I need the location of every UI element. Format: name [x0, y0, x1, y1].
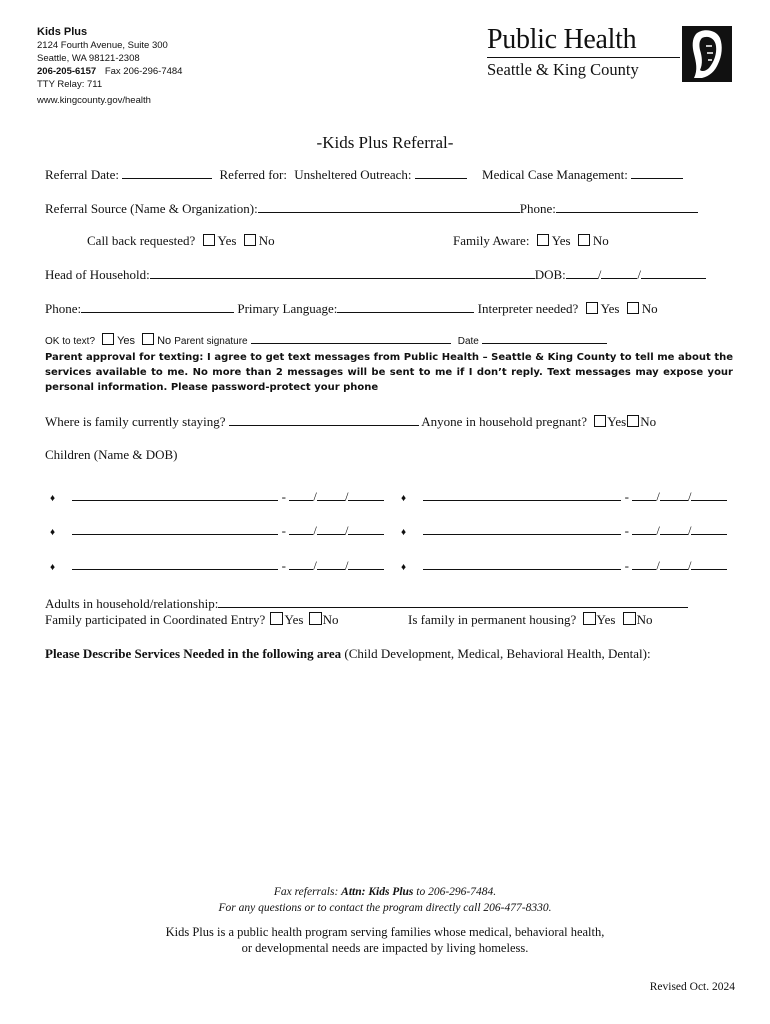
permanent-housing-row — [408, 612, 653, 628]
interpreter-yes-checkbox[interactable] — [586, 302, 598, 314]
ok-text-no-label: No — [157, 335, 172, 347]
parent-signature-label: Parent signature — [174, 336, 248, 347]
family-aware-yes-checkbox[interactable] — [537, 234, 549, 246]
child-dob-slash: / — [656, 523, 660, 538]
child-dob-slash: / — [313, 489, 317, 504]
dob-year-field[interactable] — [641, 266, 706, 279]
child-dob-slash: / — [344, 523, 349, 538]
child-dob-month-field[interactable] — [289, 557, 313, 570]
ok-to-text-label: OK to text? — [45, 336, 96, 347]
dob-label: DOB: — [534, 267, 566, 282]
permanent-housing-yes-label: Yes — [596, 612, 616, 627]
child-dob-slash: / — [344, 489, 349, 504]
child-name-field[interactable] — [423, 522, 621, 535]
ok-text-yes-checkbox[interactable] — [102, 333, 114, 345]
child-dob-day-field[interactable] — [660, 488, 688, 501]
mlk-portrait-icon — [682, 26, 732, 82]
coordinated-entry-label: Family participated in Coordinated Entry? — [45, 612, 266, 627]
child-dob-year-field[interactable] — [691, 557, 727, 570]
fax-referrals-prefix: Fax referrals: — [273, 886, 342, 898]
primary-language-field[interactable] — [337, 300, 474, 313]
public-health-logo — [487, 26, 737, 82]
permanent-housing-no-checkbox[interactable] — [623, 612, 636, 625]
child-name-field[interactable] — [423, 488, 621, 501]
child-entry-row: ♦ - / / — [401, 488, 727, 505]
head-household-row — [45, 266, 706, 283]
call-back-row — [87, 233, 275, 249]
org-fax: Fax 206-296-7484 — [104, 66, 183, 77]
referral-source-label: Referral Source (Name & Organization): — [45, 201, 258, 216]
dob-slash: / — [597, 267, 602, 282]
org-address-line2: Seattle, WA 98121-2308 — [37, 53, 140, 64]
child-dob-slash: / — [687, 558, 692, 573]
referral-source-row — [45, 200, 698, 217]
child-dob-month-field[interactable] — [289, 522, 313, 535]
questions-line: For any questions or to contact the program directly call 206-477-8330. — [218, 902, 552, 914]
org-address-line1: 2124 Fourth Avenue, Suite 300 — [37, 40, 168, 51]
dob-slash: / — [637, 267, 642, 282]
dob-day-field[interactable] — [601, 266, 637, 279]
child-dob-slash: / — [344, 558, 349, 573]
logo-rule — [487, 57, 680, 58]
org-phone-fax — [37, 65, 182, 78]
pregnant-yes-checkbox[interactable] — [594, 415, 606, 427]
fax-referrals-attn: Attn: Kids Plus — [341, 886, 414, 898]
child-entry-row: ♦ - / / — [50, 522, 384, 539]
where-staying-field[interactable] — [229, 413, 419, 426]
coordinated-entry-no-label: No — [322, 612, 339, 627]
head-household-field[interactable] — [150, 266, 535, 279]
referred-for-label: Referred for: — [219, 167, 287, 182]
child-dob-day-field[interactable] — [660, 522, 688, 535]
child-entry-row: ♦ - / / — [50, 557, 384, 574]
primary-language-label: Primary Language: — [237, 301, 338, 316]
child-entry-row: ♦ - / / — [50, 488, 384, 505]
child-dob-month-field[interactable] — [289, 488, 313, 501]
ok-text-yes-label: Yes — [117, 335, 136, 347]
child-name-field[interactable] — [423, 557, 621, 570]
describe-services-areas: (Child Development, Medical, Behavioral Health, Dental): — [344, 646, 651, 661]
revised-date: Revised Oct. 2024 — [649, 981, 735, 993]
services-needed-area[interactable] — [45, 668, 733, 868]
call-back-yes-label: Yes — [217, 233, 237, 248]
family-aware-label: Family Aware: — [453, 233, 530, 248]
referral-date-label: Referral Date: — [45, 167, 119, 182]
permanent-housing-label: Is family in permanent housing? — [408, 612, 577, 627]
child-dob-slash: / — [656, 489, 660, 504]
child-name-field[interactable] — [72, 522, 278, 535]
bullet-icon: ♦ — [50, 493, 56, 504]
coordinated-entry-yes-checkbox[interactable] — [270, 612, 283, 625]
adults-row — [45, 595, 688, 612]
coordinated-entry-no-checkbox[interactable] — [309, 612, 322, 625]
fax-referrals-number: to 206-296-7484. — [413, 886, 497, 898]
texting-approval-text: Parent approval for texting: I agree to get text messages from Public Health – Seattle & King County to tell me about the services available to me. No more than 2 messages will be sent to me if I don’t reply. Text messages may expose your personal information. Please password-protect your phone — [45, 352, 733, 393]
bullet-icon: ♦ — [50, 527, 56, 538]
adults-field[interactable] — [218, 595, 688, 608]
child-dob-month-field[interactable] — [632, 557, 656, 570]
child-dob-slash: / — [313, 523, 317, 538]
interpreter-no-checkbox[interactable] — [627, 302, 639, 314]
child-dob-year-field[interactable] — [348, 488, 384, 501]
unsheltered-label: Unsheltered Outreach: — [294, 167, 412, 182]
phone-language-row — [45, 300, 658, 317]
child-dob-day-field[interactable] — [317, 488, 345, 501]
logo-line2: Seattle & King County — [487, 60, 639, 79]
call-back-no-label: No — [258, 233, 275, 248]
bullet-icon: ♦ — [401, 493, 407, 504]
child-dob-slash: / — [687, 523, 692, 538]
medical-case-field[interactable] — [631, 166, 683, 179]
form-title: -Kids Plus Referral- — [316, 133, 454, 152]
referral-source-phone-field[interactable] — [556, 200, 698, 213]
interpreter-yes-label: Yes — [600, 301, 620, 316]
child-dob-slash: / — [313, 558, 317, 573]
org-website: www.kingcounty.gov/health — [37, 95, 151, 106]
interpreter-label: Interpreter needed? — [477, 301, 579, 316]
pregnant-yes-label: Yes — [607, 414, 627, 429]
signature-date-label: Date — [457, 336, 479, 347]
family-aware-yes-label: Yes — [551, 233, 571, 248]
program-description-line1: Kids Plus is a public health program serving families whose medical, behavioral health, — [165, 925, 605, 939]
bullet-icon: ♦ — [401, 562, 407, 573]
org-address-block — [37, 26, 182, 107]
referral-source-phone-label: Phone: — [519, 201, 556, 216]
referral-source-field[interactable] — [258, 200, 520, 213]
describe-services-row — [45, 646, 651, 662]
fax-referrals-line — [0, 886, 770, 898]
child-dob-day-field[interactable] — [660, 557, 688, 570]
child-dob-slash: / — [687, 489, 692, 504]
family-aware-no-checkbox[interactable] — [578, 234, 590, 246]
child-dob-day-field[interactable] — [317, 557, 345, 570]
referral-date-field[interactable] — [122, 166, 212, 179]
family-aware-no-label: No — [592, 233, 609, 248]
call-back-no-checkbox[interactable] — [244, 234, 256, 246]
org-name: Kids Plus — [37, 26, 88, 38]
unsheltered-field[interactable] — [415, 166, 467, 179]
coordinated-entry-row — [45, 612, 339, 628]
children-label: Children (Name & DOB) — [45, 447, 178, 462]
program-description-line2: or developmental needs are impacted by living homeless. — [241, 941, 529, 955]
interpreter-no-label: No — [641, 301, 658, 316]
bullet-icon: ♦ — [401, 527, 407, 538]
child-dob-day-field[interactable] — [317, 522, 345, 535]
where-staying-row — [45, 413, 656, 430]
child-name-field[interactable] — [72, 488, 278, 501]
dob-month-field[interactable] — [566, 266, 598, 279]
child-dob-year-field[interactable] — [691, 522, 727, 535]
referral-date-row — [45, 166, 683, 183]
medical-case-label: Medical Case Management: — [482, 167, 628, 182]
child-entry-row: ♦ - / / — [401, 522, 727, 539]
coordinated-entry-yes-label: Yes — [284, 612, 304, 627]
hoh-phone-field[interactable] — [81, 300, 234, 313]
ok-text-no-checkbox[interactable] — [142, 333, 154, 345]
parent-signature-field[interactable] — [251, 334, 451, 344]
child-dob-month-field[interactable] — [632, 488, 656, 501]
permanent-housing-no-label: No — [636, 612, 653, 627]
logo-line1: Public Health — [487, 24, 637, 55]
pregnant-no-checkbox[interactable] — [627, 415, 639, 427]
child-dob-year-field[interactable] — [348, 522, 384, 535]
org-tty: TTY Relay: 711 — [37, 79, 103, 90]
call-back-label: Call back requested? — [87, 233, 196, 248]
hoh-phone-label: Phone: — [45, 301, 82, 316]
pregnant-no-label: No — [640, 414, 657, 429]
child-dob-year-field[interactable] — [348, 557, 384, 570]
where-staying-label: Where is family currently staying? — [45, 414, 226, 429]
call-back-yes-checkbox[interactable] — [203, 234, 215, 246]
adults-label: Adults in household/relationship: — [45, 596, 219, 611]
family-aware-row — [453, 233, 609, 249]
child-dob-year-field[interactable] — [691, 488, 727, 501]
child-entry-row: ♦ - / / — [401, 557, 727, 574]
bullet-icon: ♦ — [50, 562, 56, 573]
describe-services-heading: Please Describe Services Needed in the following area — [45, 646, 342, 661]
child-dob-slash: / — [656, 558, 660, 573]
head-household-label: Head of Household: — [45, 267, 150, 282]
child-name-field[interactable] — [72, 557, 278, 570]
child-dob-month-field[interactable] — [632, 522, 656, 535]
pregnant-label: Anyone in household pregnant? — [421, 414, 588, 429]
org-phone: 206-205-6157 — [37, 66, 97, 77]
ok-to-text-row — [45, 333, 607, 347]
signature-date-field[interactable] — [482, 334, 607, 344]
permanent-housing-yes-checkbox[interactable] — [583, 612, 596, 625]
